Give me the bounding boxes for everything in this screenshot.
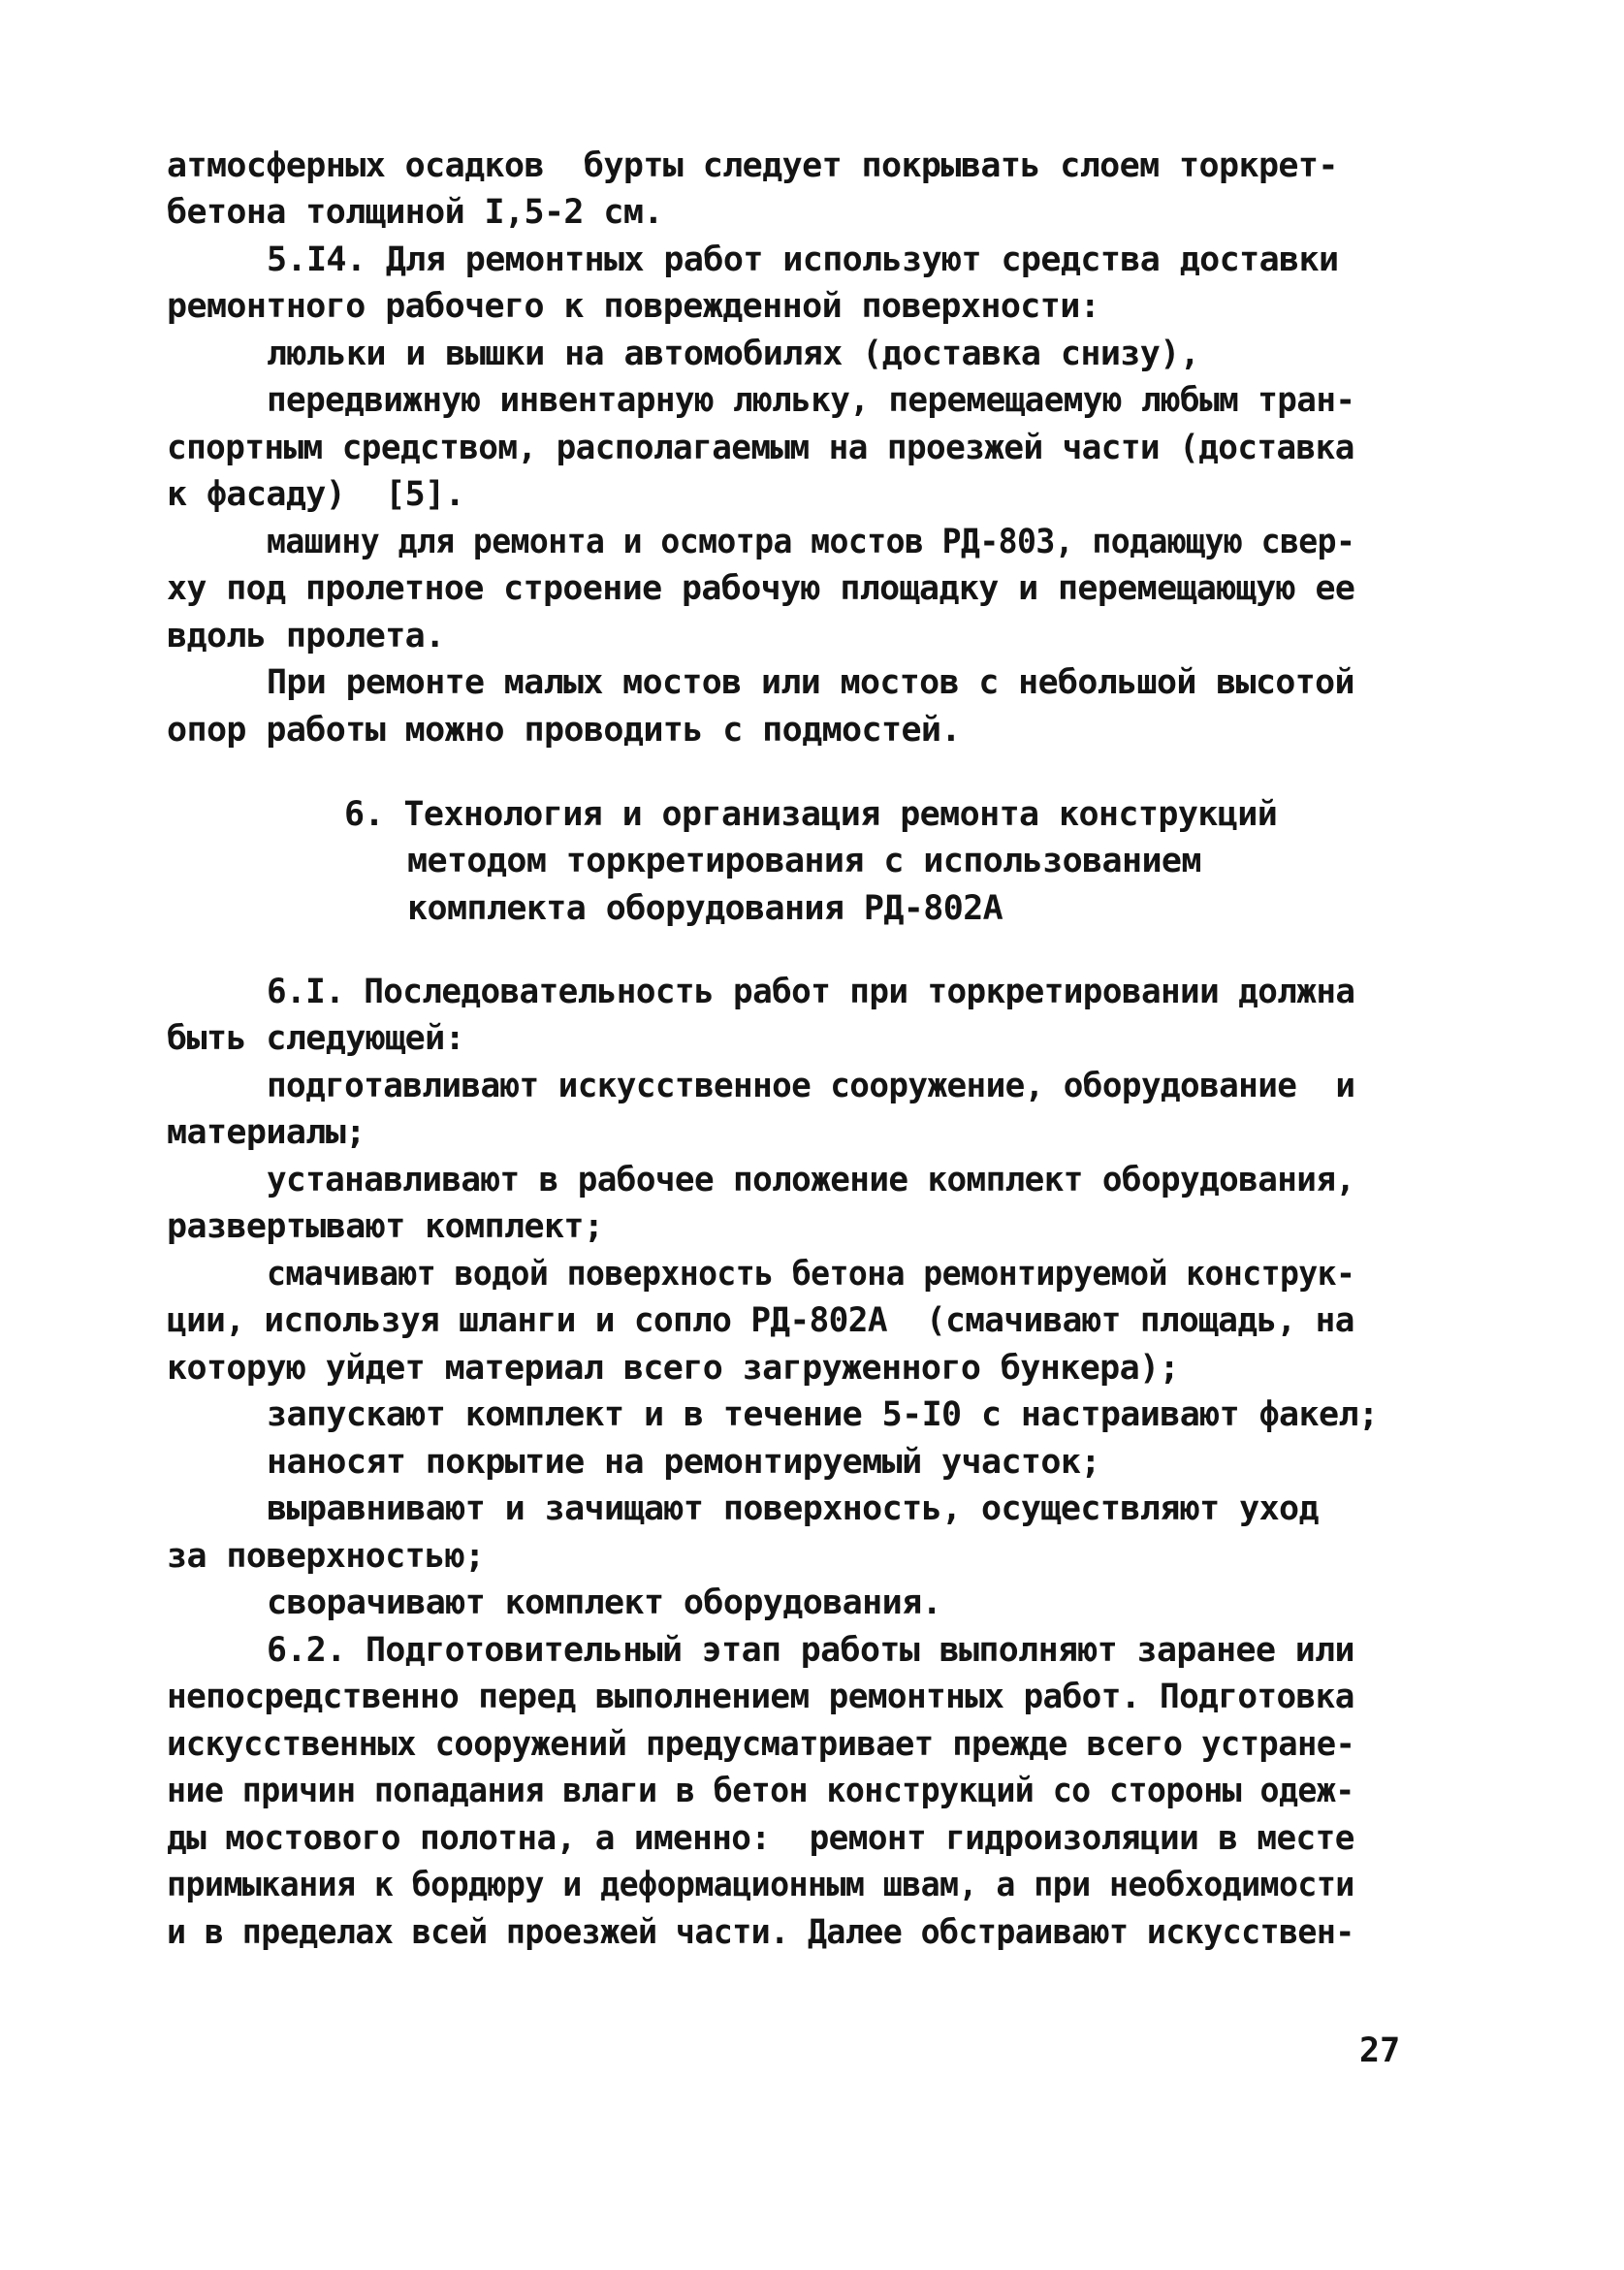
list-item: машину для ремонта и осмотра мостов РД-803, подающую свер-: [267, 523, 1355, 561]
list-item: люльки и вышки на автомобилях (доставка снизу),: [267, 335, 1200, 373]
text-line: бетона толщиной I,5-2 см.: [167, 193, 663, 232]
paragraph-start: При ремонте малых мостов или мостов с небольшой высотой: [267, 663, 1354, 702]
text-line: ции, используя шланги и сопло РД-802А (смачивают площадь, на: [167, 1301, 1354, 1340]
text-line: опор работы можно проводить с подмостей.: [167, 711, 961, 750]
section-heading: комплекта оборудования РД-802А: [407, 889, 1003, 928]
text-line: ремонтного рабочего к поврежденной поверхности:: [167, 287, 1100, 326]
paragraph-5-14-start: 5.I4. Для ремонтных работ используют средства доставки: [267, 240, 1339, 279]
text-line: ние причин попадания влаги в бетон конструкций со стороны одеж-: [167, 1772, 1354, 1810]
list-item: подготавливают искусственное сооружение, оборудование и: [267, 1067, 1355, 1105]
text-line: за поверхностью;: [167, 1537, 485, 1576]
list-item: выравнивают и зачищают поверхность, осуществляют уход: [267, 1489, 1320, 1528]
text-line: ху под пролетное строение рабочую площадку и перемещающую ее: [167, 569, 1355, 608]
text-line: развертывают комплект;: [167, 1207, 604, 1246]
text-line: спортным средством, располагаемым на проезжей части (доставка: [167, 429, 1354, 467]
list-item: смачивают водой поверхность бетона ремонтируемой конструк-: [267, 1255, 1355, 1294]
list-item: передвижную инвентарную люльку, перемещаемую любым тран-: [267, 381, 1355, 420]
text-line: вдоль пролета.: [167, 617, 445, 655]
list-item: сворачивают комплект оборудования.: [267, 1583, 942, 1622]
text-line: быть следующей:: [167, 1019, 465, 1058]
list-item: наносят покрытие на ремонтируемый участок;: [267, 1443, 1100, 1482]
page-number: 27: [1359, 2031, 1401, 2070]
text-line: к фасаду) [5].: [167, 475, 465, 514]
text-line: искусственных сооружений предусматривает прежде всего устране-: [167, 1725, 1355, 1764]
text-line: которую уйдет материал всего загруженного бункера);: [167, 1349, 1180, 1388]
section-heading: 6. Технология и организация ремонта конструкций: [344, 795, 1278, 834]
section-heading: методом торкретирования с использованием: [407, 842, 1201, 880]
paragraph-6-1-start: 6.I. Последовательность работ при торкретировании должна: [267, 973, 1355, 1011]
paragraph-6-2-start: 6.2. Подготовительный этап работы выполняют заранее или: [267, 1631, 1354, 1670]
text-line: непосредственно перед выполнением ремонтных работ. Подготовка: [167, 1678, 1354, 1716]
list-item: устанавливают в рабочее положение комплект оборудования,: [267, 1161, 1355, 1199]
list-item: запускают комплект и в течение 5-I0 с настраивают факел;: [267, 1395, 1379, 1434]
text-line: материалы;: [167, 1113, 366, 1152]
text-line: ды мостового полотна, а именно: ремонт гидроизоляции в месте: [167, 1819, 1354, 1858]
text-line: примыкания к бордюру и деформационным швам, а при необходимости: [167, 1866, 1354, 1904]
text-line: и в пределах всей проезжей части. Далее обстраивают искусствен-: [167, 1913, 1354, 1952]
text-line: атмосферных осадков бурты следует покрывать слоем торкрет-: [167, 146, 1338, 185]
